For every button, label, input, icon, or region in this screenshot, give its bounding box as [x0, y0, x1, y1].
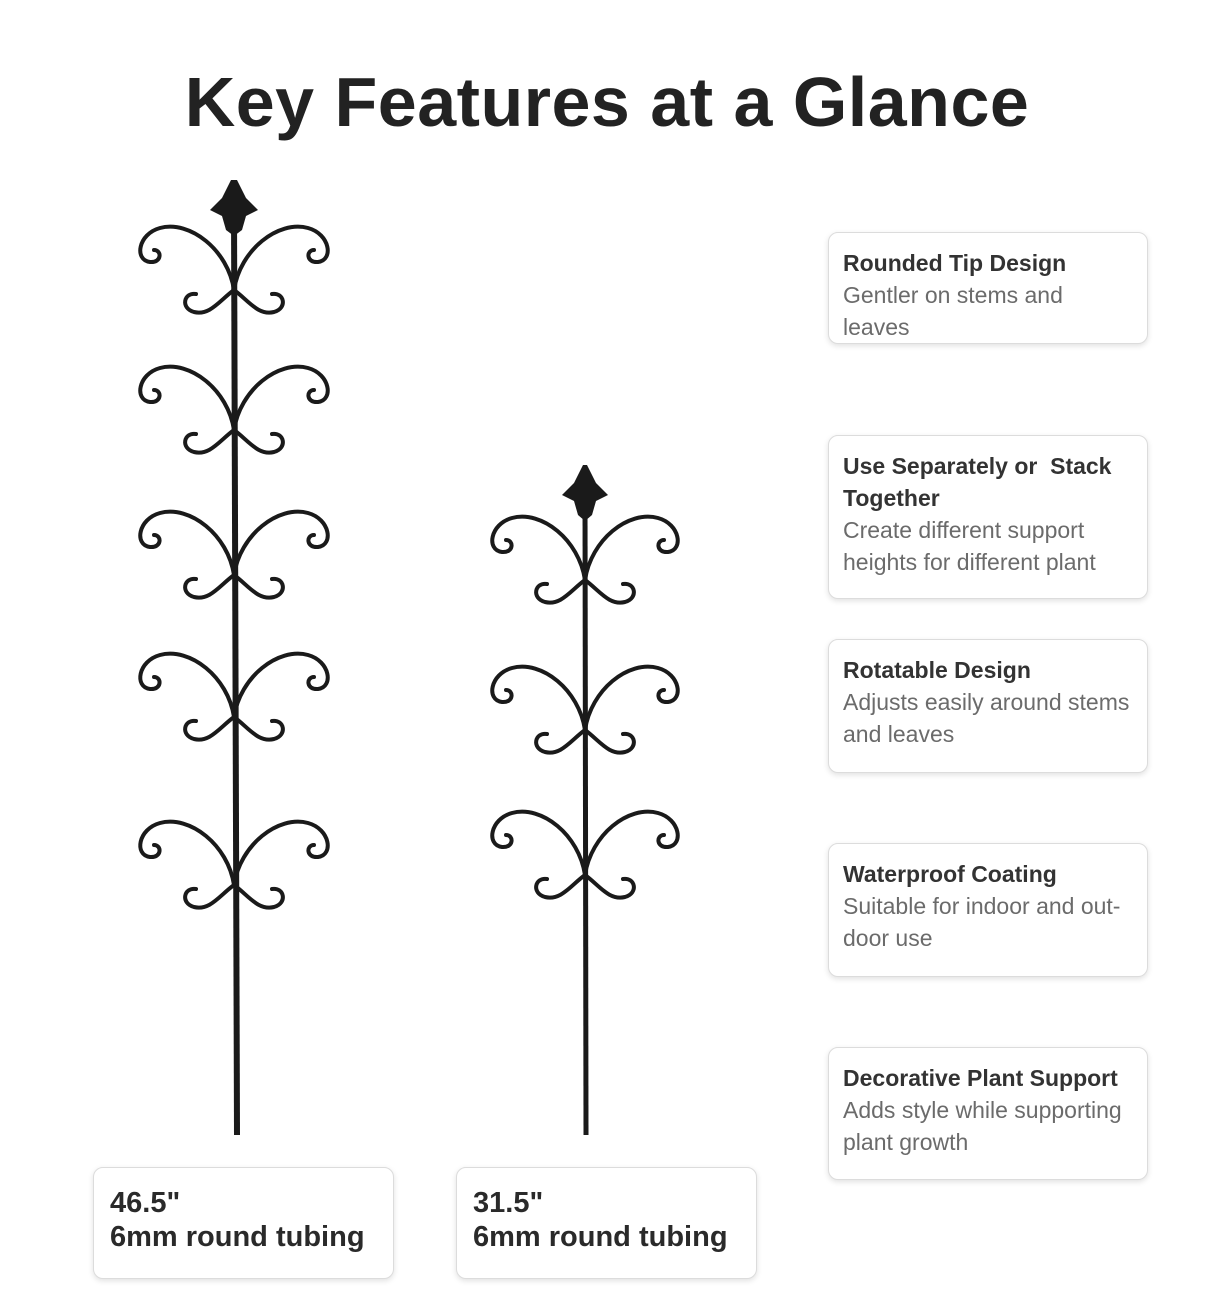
tall-plant-stake-image: [110, 170, 370, 1150]
feature-card-decorative: [828, 1047, 1148, 1180]
feature-heading: Waterproof Coating: [843, 861, 1057, 887]
feature-heading: Use Separately or Stack Together: [843, 453, 1118, 511]
page-title: Key Features at a Glance: [184, 63, 1030, 141]
feature-card-waterproof: [828, 843, 1148, 977]
short-plant-stake-image: [460, 455, 720, 1155]
feature-card-rounded-tip: [828, 232, 1148, 344]
feature-description: Adds style while supporting plant growth: [843, 1097, 1122, 1155]
feature-card-rotatable: [828, 639, 1148, 773]
feature-heading: Rounded Tip Design: [843, 250, 1067, 276]
tall-stake-spec-box: [93, 1167, 394, 1279]
tall-stake-length: 46.5": [110, 1187, 181, 1219]
feature-heading: Rotatable Design: [843, 657, 1031, 683]
feature-description: Suitable for indoor and out-door use: [843, 893, 1121, 951]
short-stake-spec-box: [456, 1167, 757, 1279]
short-stake-length: 31.5": [473, 1187, 544, 1219]
feature-description: Gentler on stems and leaves: [843, 282, 1063, 340]
feature-card-stack: [828, 435, 1148, 599]
feature-heading: Decorative Plant Support: [843, 1065, 1118, 1091]
short-stake-tubing: 6mm round tubing: [473, 1221, 728, 1253]
tall-stake-tubing: 6mm round tubing: [110, 1221, 365, 1253]
feature-description: Create different support heights for different plant: [843, 517, 1096, 575]
feature-description: Adjusts easily around stems and leaves: [843, 689, 1130, 747]
